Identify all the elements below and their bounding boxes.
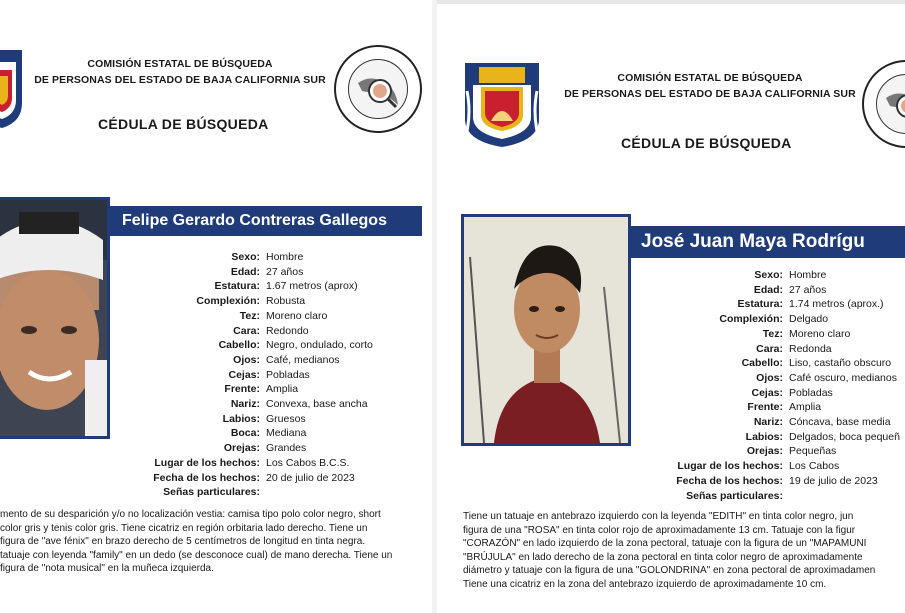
detail-row [118,471,428,486]
detail-row [118,368,428,383]
detail-label: Sexo: [231,251,260,263]
person-name: José Juan Maya Rodrígu [641,231,865,252]
detail-row [118,279,428,294]
description-line: "BRÚJULA" en lado derecho de la zona pectoral en tinta color negro de aproximadamente [463,551,863,563]
detail-value: Pequeñas [789,445,837,458]
detail-label: Tez: [239,309,260,322]
detail-value: Amplia [266,383,299,396]
detail-label: Cabello: [218,339,260,352]
description-line: Tiene un tatuaje en antebrazo izquierdo con la leyenda "EDITH" en tinta color negro, jun [463,511,854,522]
detail-row [118,338,428,353]
state-shield-logo [0,48,24,130]
detail-row [118,250,428,265]
detail-row [647,400,905,415]
detail-value: Robusta [266,295,306,308]
detail-value [266,485,428,500]
missing-person-photo [461,214,631,446]
detail-row [647,268,905,283]
agency-header-line2: DE PERSONAS DEL ESTADO DE BAJA CALIFORNIA SUR [564,88,856,100]
description-line: mento de su desparición y/o no localización vestia: camisa tipo polo color negro, short [0,509,381,520]
detail-row [118,485,428,500]
detail-label: Orejas: [746,445,783,458]
person-name: Felipe Gerardo Contreras Gallegos [122,212,387,229]
detail-label: Tez: [762,327,783,340]
detail-row [647,430,905,445]
detail-row [647,371,905,386]
detail-row [647,327,905,342]
state-shield-logo [463,61,541,149]
detail-value: Pobladas [789,386,833,399]
detail-label: Labios: [222,412,260,425]
detail-label: Nariz: [230,398,260,411]
detail-label: Nariz: [753,416,783,429]
detail-label: Frente: [747,401,783,414]
description-line: color gris y tenis color gris. Tiene cicatriz en región orbitaria lado derecho. Tiene un [0,522,368,534]
commission-seal [334,45,422,133]
detail-row [118,441,428,456]
detail-value: 20 de julio de 2023 [266,471,355,484]
detail-label: Labios: [745,430,783,443]
detail-value: Redonda [789,342,832,355]
detail-label: Señas particulares: [163,486,260,499]
detail-value: Mediana [266,427,307,440]
detail-label: Cara: [756,342,783,355]
description-line: diámetro y tatuaje con la figura de una "GOLONDRINA" en zona pectoral de aproximadamen [463,565,876,577]
detail-row [118,324,428,339]
detail-value: 1.67 metros (aprox) [266,280,358,293]
detail-row [118,294,428,309]
description-line: tatuaje con leyenda "family" en un dedo (se desconoce cual) de mano derecha. Tiene un [0,549,393,561]
detail-value: Moreno claro [266,309,328,322]
detail-value: Los Cabos [789,460,840,473]
card-title: CÉDULA DE BÚSQUEDA [98,116,269,132]
detail-label: Cabello: [741,357,783,370]
detail-label: Fecha de los hechos: [676,474,783,487]
detail-label: Edad: [753,283,783,296]
detail-row [118,426,428,441]
person-details [118,250,428,500]
detail-label: Señas particulares: [686,489,783,502]
detail-row [118,397,428,412]
detail-value: Delgado [789,313,829,326]
detail-row [647,283,905,298]
person-details [647,268,905,503]
detail-label: Complexión: [196,295,260,308]
detail-row [118,382,428,397]
detail-row [118,309,428,324]
detail-row [118,412,428,427]
description-line: "CORAZÓN" en lado izquierdo de la zona pectoral, tatuaje con la figura de un "MAPAMUNI [463,538,867,550]
detail-label: Orejas: [223,442,260,455]
detail-value: 27 años [266,265,304,278]
search-card-left [0,0,432,613]
detail-value [789,489,905,504]
detail-row [647,444,905,459]
detail-row [647,489,905,504]
detail-label: Frente: [224,383,260,396]
description-line: figura de una "ROSA" en tinta color rojo de aproximadamente 13 cm. Tatuaje con la figur [463,524,856,536]
detail-value: Café, medianos [266,353,340,366]
detail-label: Sexo: [754,269,783,281]
detail-label: Fecha de los hechos: [153,471,260,484]
detail-value: Moreno claro [789,327,851,340]
detail-value: Gruesos [266,412,306,425]
description-line: figura de "ave fénix" en brazo derecho de 5 centímetros de longitud en tinta negra. [0,536,366,548]
detail-label: Lugar de los hechos: [677,460,783,473]
detail-label: Edad: [230,265,260,278]
detail-value: 27 años [789,283,827,296]
detail-row [118,353,428,368]
detail-label: Ojos: [756,371,783,384]
search-card-right [437,0,905,613]
person-name-bar [631,226,905,258]
agency-header-line1: COMISIÓN ESTATAL DE BÚSQUEDA [87,58,273,70]
description-line: Tiene una cicatriz en la zona del antebrazo izquierdo de aproximadamente 10 cm. [463,578,827,590]
detail-value: Café oscuro, medianos [789,371,897,384]
detail-label: Cejas: [228,368,260,381]
card-title: CÉDULA DE BÚSQUEDA [621,135,792,151]
detail-label: Estatura: [737,298,783,311]
detail-row [647,297,905,312]
detail-label: Cara: [233,324,260,337]
distinguishing-marks-text [463,510,905,592]
detail-value: Negro, ondulado, corto [266,339,373,352]
description-line: figura de "nota musical" en la muñeca izquierda. [0,563,214,575]
detail-value: Hombre [266,251,304,263]
detail-value: Redondo [266,324,309,337]
detail-value: Convexa, base ancha [266,398,368,411]
detail-value: Liso, castaño obscuro [789,357,892,370]
detail-label: Ojos: [233,353,260,366]
detail-value: 1.74 metros (aprox.) [789,298,884,311]
agency-header [555,70,865,102]
distinguishing-marks-text [0,508,428,576]
detail-value: Hombre [789,269,827,281]
detail-row [118,456,428,471]
detail-label: Boca: [230,427,260,440]
detail-row [647,312,905,327]
detail-row [647,356,905,371]
detail-value: Delgados, boca pequeñ [789,430,900,443]
detail-label: Cejas: [751,386,783,399]
detail-value: Grandes [266,442,307,455]
detail-row [647,474,905,489]
detail-row [647,459,905,474]
detail-label: Lugar de los hechos: [154,456,260,469]
detail-label: Estatura: [214,280,260,293]
detail-value: Cóncava, base media [789,416,891,429]
detail-value: Amplia [789,401,822,414]
commission-seal [862,60,905,148]
missing-person-photo [0,197,110,439]
detail-value: Los Cabos B.C.S. [266,456,350,469]
detail-label: Complexión: [719,313,783,326]
agency-header [30,56,330,88]
agency-header-line2: DE PERSONAS DEL ESTADO DE BAJA CALIFORNIA SUR [34,74,326,86]
detail-row [647,342,905,357]
detail-value: Pobladas [266,368,310,381]
person-name-bar [110,206,422,236]
detail-row [647,386,905,401]
detail-row [647,415,905,430]
detail-value: 19 de julio de 2023 [789,474,878,487]
detail-row [118,265,428,280]
agency-header-line1: COMISIÓN ESTATAL DE BÚSQUEDA [617,72,803,84]
